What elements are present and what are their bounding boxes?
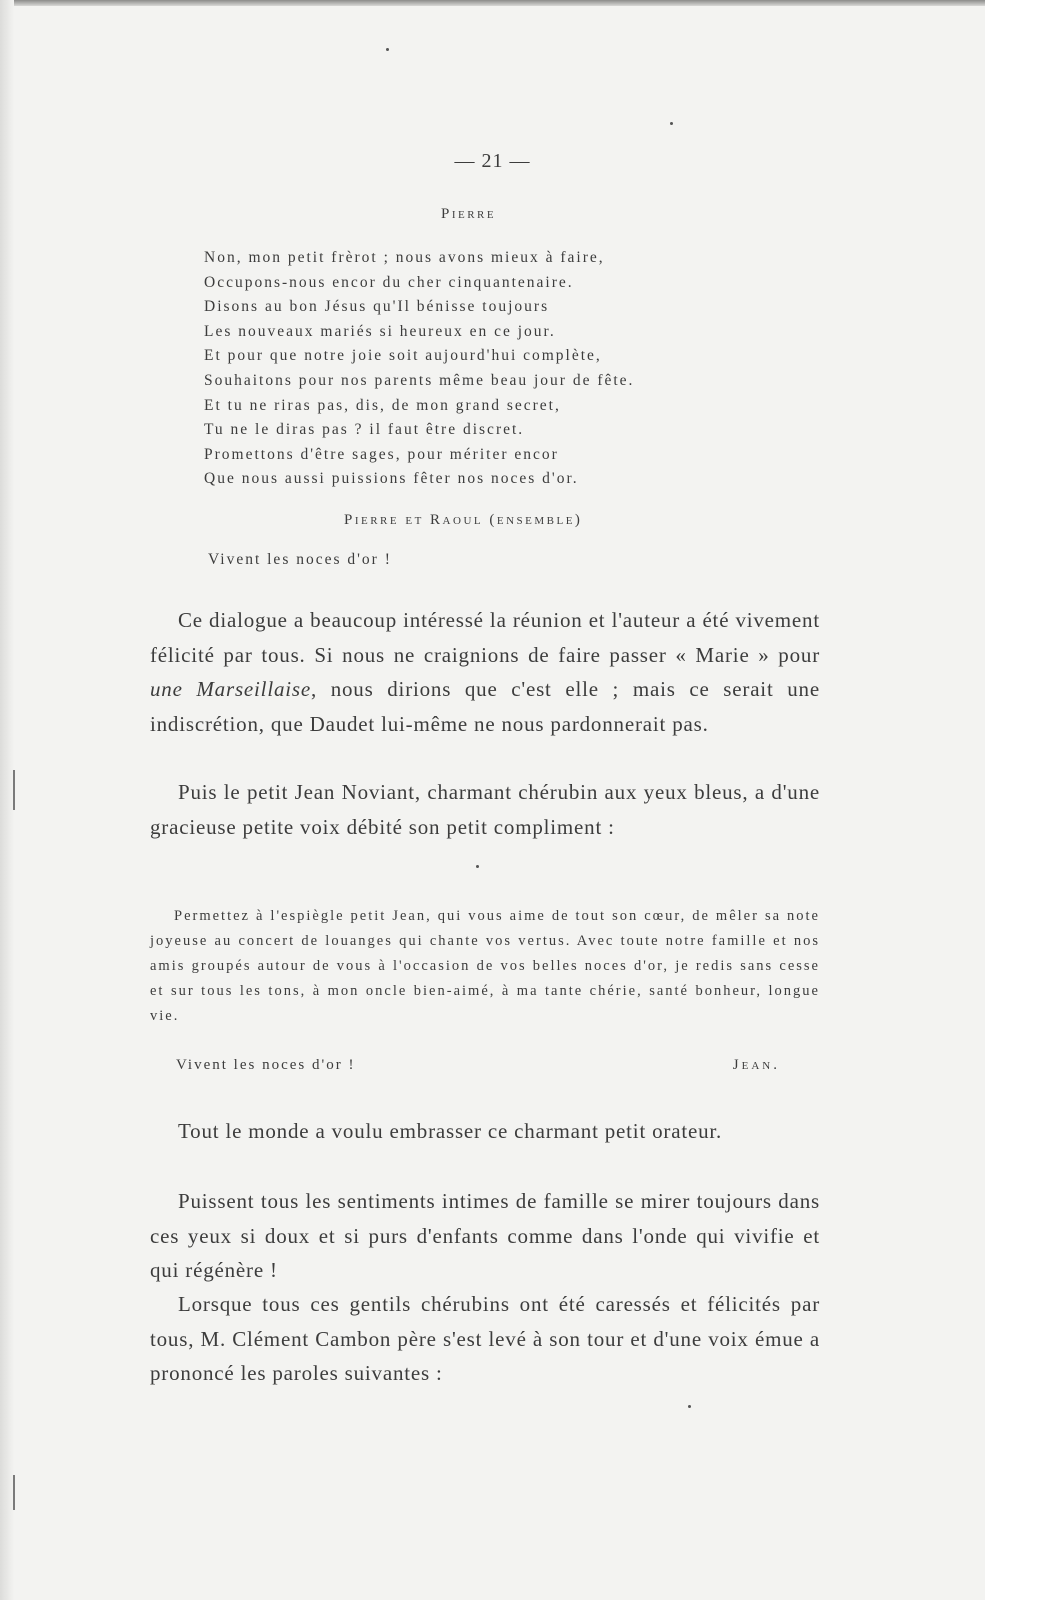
paragraph-wish: Puissent tous les sentiments intimes de famille se mirer toujours dans ces yeux si doux et si purs d'enfants comme dans l'onde qui vivifie et qui régénère !: [150, 1189, 820, 1282]
chorus-line: Vivent les noces d'or !: [208, 551, 392, 568]
paragraph-speech-intro: Lorsque tous ces gentils chérubins ont été caressés et félicités par tous, M. Clément Cambon père s'est levé à son tour et d'une voix émue a prononcé les paroles suivantes :: [150, 1292, 820, 1385]
speaker-pierre-raoul: Pierre et Raoul (ensemble): [344, 512, 583, 528]
paragraph-dialogue: [150, 603, 820, 741]
verse-line: Tu ne le diras pas ? il faut être discret.: [204, 421, 525, 439]
margin-mark: [13, 1475, 15, 1510]
margin-mark: [13, 770, 15, 810]
speck: [688, 1405, 691, 1408]
verse-line: Non, mon petit frèrot ; nous avons mieux à faire,: [204, 249, 605, 266]
letter-signature: Jean.: [732, 1057, 780, 1073]
speck: [670, 122, 673, 125]
letter-closing: Vivent les noces d'or !: [176, 1057, 356, 1073]
compliment-letter: Permettez à l'espiègle petit Jean, qui vous aime de tout son cœur, de mêler sa note joyeuse au concert de louanges qui chante vos vertus. Avec toute notre famille et nos amis groupés autour de vous à l'occasion de vos belles noces d'or, je redis sans cesse et sur tous les tons, à mon oncle bien-aimé, à ma tante chérie, santé bonheur, longue vie.: [150, 908, 820, 1024]
paragraph-jean: Puis le petit Jean Noviant, charmant chérubin aux yeux bleus, a d'une gracieuse petite voix débité son petit compliment :: [150, 780, 820, 839]
paragraph-embrace: Tout le monde a voulu embrasser ce charmant petit orateur.: [178, 1119, 723, 1143]
verse-block: [204, 246, 634, 492]
verse-line: Souhaitons pour nos parents même beau jour de fête.: [204, 371, 635, 389]
paragraph-text: , nous dirions que c'est elle ; mais ce serait une indiscrétion, que Daudet lui-même ne nous pardonnerait pas.: [150, 677, 820, 736]
page-left-shadow: [0, 0, 14, 1600]
page-top-shadow: [0, 0, 985, 6]
letter-footer: [176, 1057, 780, 1074]
verse-line: Occupons-nous encor du cher cinquantenaire.: [204, 273, 574, 291]
verse-line: Et tu ne riras pas, dis, de mon grand secret,: [204, 396, 561, 414]
paragraph-italic: une Marseillaise: [150, 677, 311, 701]
verse-line: Promettons d'être sages, pour mériter encor: [204, 445, 559, 463]
page-number: — 21 —: [454, 150, 531, 172]
verse-line: Les nouveaux mariés si heureux en ce jour.: [204, 322, 556, 340]
verse-line: Que nous aussi puissions fêter nos noces d'or.: [204, 470, 579, 488]
paragraph-text: Ce dialogue a beaucoup intéressé la réunion et l'auteur a été vivement félicité par tous. Si nous ne craignions de faire passer « Marie » pour: [150, 608, 820, 667]
speck: [476, 865, 479, 868]
speaker-pierre: Pierre: [441, 206, 497, 222]
speck: [386, 48, 389, 51]
verse-line: Disons au bon Jésus qu'Il bénisse toujours: [204, 298, 550, 316]
verse-line: Et pour que notre joie soit aujourd'hui complète,: [204, 347, 602, 365]
